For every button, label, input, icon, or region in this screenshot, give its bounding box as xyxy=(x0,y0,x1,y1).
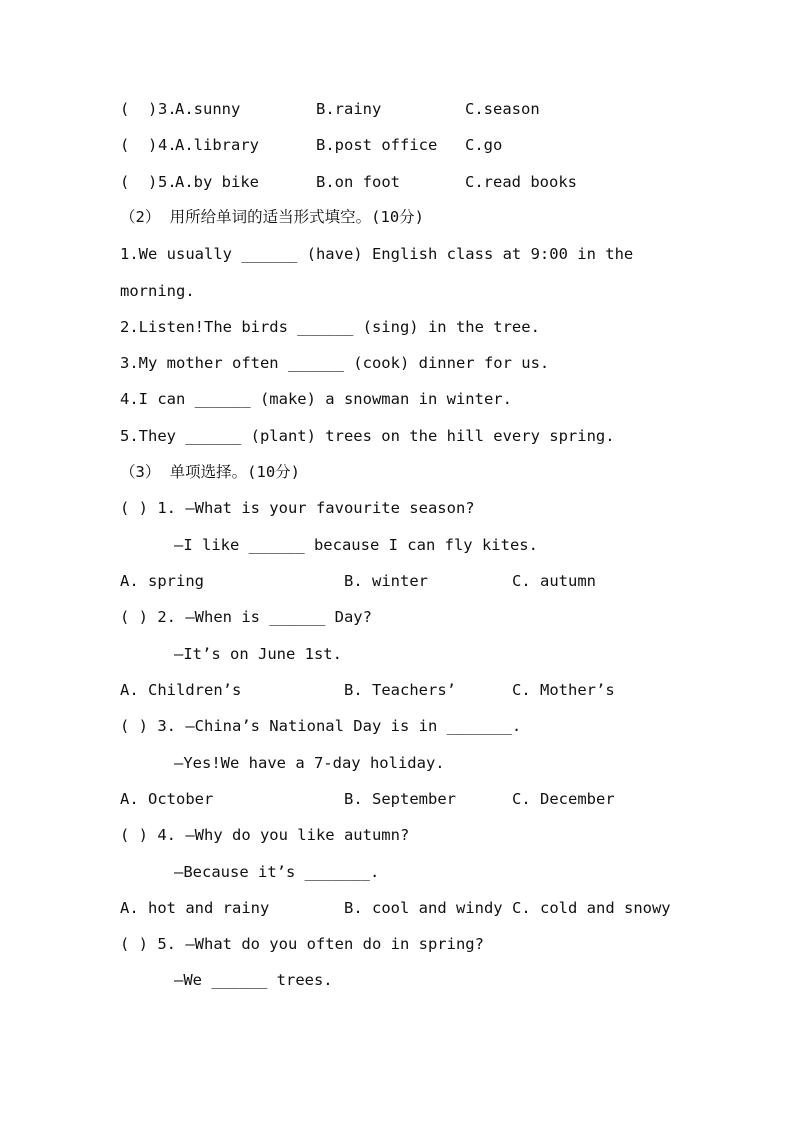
fill-item-2: 2.Listen!The birds ______ (sing) in the tree. xyxy=(120,318,540,336)
mc-answer-line-2: —It’s on June 1st. xyxy=(174,645,342,663)
fill-item-1: 1.We usually ______ (have) English class at 9:00 in the xyxy=(120,245,634,263)
option-a: A.library xyxy=(175,136,259,154)
question-number: 4. xyxy=(158,136,177,154)
mc-question-5: ( ) 5. —What do you often do in spring? xyxy=(120,935,484,953)
option-a: A. spring xyxy=(120,572,204,590)
option-a: A.by bike xyxy=(175,173,259,191)
option-b: B.on foot xyxy=(316,173,400,191)
choice-row-5 xyxy=(120,170,577,194)
fill-item-5: 5.They ______ (plant) trees on the hill every spring. xyxy=(120,427,615,445)
fill-item-3: 3.My mother often ______ (cook) dinner for us. xyxy=(120,354,550,372)
option-c: C. Mother’s xyxy=(512,681,615,699)
mc-options-1 xyxy=(120,569,596,593)
answer-paren: ( ) xyxy=(120,136,158,154)
option-c: C.read books xyxy=(465,173,577,191)
mc-options-2 xyxy=(120,678,615,702)
mc-question-1: ( ) 1. —What is your favourite season? xyxy=(120,499,475,517)
option-b: B. winter xyxy=(344,572,428,590)
option-c: C. autumn xyxy=(512,572,596,590)
answer-paren: ( ) xyxy=(120,173,158,191)
option-b: B. September xyxy=(344,790,456,808)
mc-options-3 xyxy=(120,787,615,811)
fill-item-4: 4.I can ______ (make) a snowman in winter. xyxy=(120,390,512,408)
option-c: C.go xyxy=(465,136,503,154)
option-c: C.season xyxy=(465,100,540,118)
answer-paren: ( ) xyxy=(120,100,158,118)
choice-row-4 xyxy=(120,133,503,157)
option-a: A. hot and rainy xyxy=(120,899,270,917)
choice-row-3 xyxy=(120,97,540,121)
mc-answer-line-3: —Yes!We have a 7-day holiday. xyxy=(174,754,445,772)
option-b: B.post office xyxy=(316,136,438,154)
option-c: C. December xyxy=(512,790,615,808)
mc-question-4: ( ) 4. —Why do you like autumn? xyxy=(120,826,410,844)
option-a: A.sunny xyxy=(175,100,241,118)
mc-answer-line-5: —We ______ trees. xyxy=(174,971,333,989)
mc-question-3: ( ) 3. —China’s National Day is in _______. xyxy=(120,717,522,735)
mc-answer-line-1: —I like ______ because I can fly kites. xyxy=(174,536,538,554)
option-b: B. cool and windy xyxy=(344,899,503,917)
mc-question-2: ( ) 2. —When is ______ Day? xyxy=(120,608,372,626)
option-c: C. cold and snowy xyxy=(512,899,671,917)
option-a: A. October xyxy=(120,790,214,808)
option-b: B. Teachers’ xyxy=(344,681,456,699)
mc-options-4 xyxy=(120,896,671,920)
section2-heading: （2） 用所给单词的适当形式填空。(10分) xyxy=(120,208,424,226)
mc-answer-line-4: —Because it’s _______. xyxy=(174,863,380,881)
option-a: A. Children’s xyxy=(120,681,242,699)
option-b: B.rainy xyxy=(316,100,382,118)
section3-heading: （3） 单项选择。(10分) xyxy=(120,463,300,481)
question-number: 5. xyxy=(158,173,177,191)
question-number: 3. xyxy=(158,100,177,118)
fill-item-1-continued: morning. xyxy=(120,282,195,300)
